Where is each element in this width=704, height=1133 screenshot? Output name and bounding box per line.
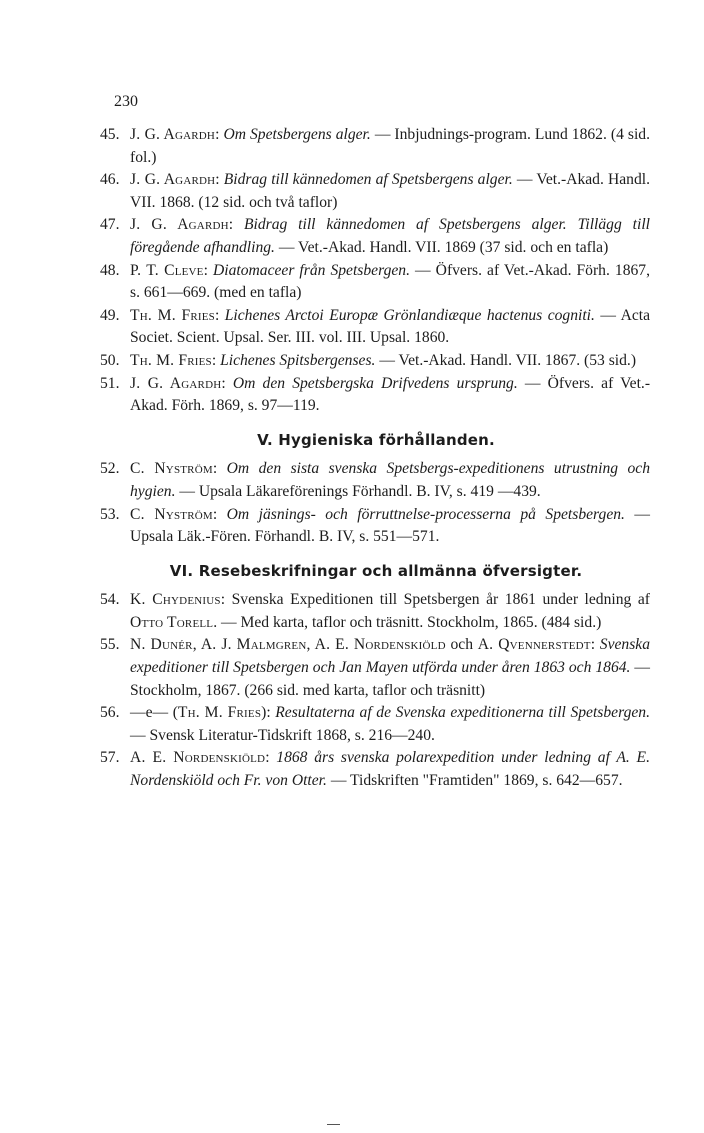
list-item (102, 169, 650, 214)
entry-title: Om den sista svenska Spetsbergs-expeditionens utrustning och hygien. (130, 460, 650, 500)
entry-number: 50. (100, 351, 120, 369)
bibliography (102, 124, 650, 793)
entry-colon: : (220, 591, 232, 609)
entry-author: C. Nyström (130, 460, 213, 478)
list-item (102, 124, 650, 169)
entry-author: J. G. Agardh (130, 126, 216, 143)
entry-author: N. Dunér, A. J. Malmgren, A. E. Nordenskiöld (130, 636, 446, 654)
entry-author: J. G. Agardh (130, 171, 216, 189)
section-heading-travel: VI. Resebeskrifningar och allmänna öfversigter. (169, 561, 583, 580)
entry-title: Om den Spetsbergska Drifvedens ursprung. (232, 374, 518, 392)
entry-author: Th. M. Fries (130, 351, 212, 369)
entry-number: 51. (100, 374, 120, 392)
entry-number: 46. (100, 171, 120, 189)
entry-text: — Öfvers. af Vet.-Akad. Förh. 1867, s. 661—669. (med en tafla) (130, 261, 650, 302)
list-item (102, 350, 650, 373)
entry-title: Om Spetsbergens alger. (223, 126, 371, 143)
entry-author: Th. M. Fries (177, 704, 262, 722)
list-item (102, 747, 650, 792)
entry-number: 53. (100, 505, 120, 523)
entry-number: 52. (100, 460, 120, 478)
entry-text: — Öfvers. af Vet.-Akad. Förh. 1869, s. 97—119. (130, 374, 651, 415)
entry-colon: : (214, 306, 225, 324)
entry-text: — Vet.-Akad. Handl. VII. 1869 (37 sid. och en tafla) (274, 238, 609, 256)
entry-title: 1868 års svenska polarexpedition under ledning af A. E. Nordenskiöld och Fr. von Otter. (130, 749, 650, 790)
entry-title: Bidrag till kännedomen af Spetsbergens alger. (223, 171, 513, 189)
list-item (102, 702, 650, 747)
entry-colon: : (215, 171, 224, 189)
list-item (102, 260, 650, 305)
entry-title: Svenska expeditioner till Spetsbergen och Jan Mayen utförda under åren 1863 och 1864. (130, 636, 650, 677)
entry-title: Lichenes Spitsbergenses. (220, 351, 376, 369)
entry-author: K. Chydenius (130, 591, 221, 609)
page-number: 230 (114, 93, 138, 110)
entry-number: 56. (100, 704, 120, 722)
entry-text: — Stockholm, 1867. (266 sid. med karta, taflor och träsnitt) (130, 659, 650, 699)
entry-number: 45. (100, 126, 120, 143)
entry-title: Resultaterna af de Svenska expeditionerna till Spetsbergen. (275, 704, 650, 722)
list-item (102, 214, 650, 259)
entry-author: P. T. Cleve (130, 261, 204, 279)
entry-colon: : (221, 374, 233, 392)
entry-text: — Tidskriften "Framtiden" 1869, s. 642—657. (326, 772, 623, 790)
entry-list-botany (102, 124, 650, 418)
entry-text: — Acta Societ. Scient. Upsal. Ser. III. vol. III. Upsal. 1860. (130, 306, 651, 347)
entry-text: och (445, 636, 478, 654)
list-item (102, 373, 650, 418)
entry-title: Om jäsnings- och förruttnelse-processerna på Spetsbergen. (226, 505, 625, 523)
entry-text: Svenska Expeditionen till Spetsbergen år 1861 under ledning af (231, 591, 650, 609)
entry-person: Otto Torell (130, 613, 214, 631)
entry-list-hygiene (102, 458, 650, 548)
entry-text: . — Med karta, taflor och träsnitt. Stockholm, 1865. (484 sid.) (213, 613, 602, 631)
entry-author: A. Qvennerstedt (477, 636, 591, 654)
entry-number: 54. (100, 591, 120, 609)
entry-number: 48. (100, 261, 120, 279)
entry-author: J. G. Agardh (130, 216, 229, 234)
entry-author: C. Nyström (130, 505, 213, 523)
entry-number: 55. (100, 636, 120, 654)
section-heading-hygiene: V. Hygieniska förhållanden. (257, 430, 495, 449)
entry-colon: : (590, 636, 600, 654)
list-item (102, 305, 650, 350)
entry-author: A. E. Nordenskiöld (130, 749, 266, 767)
list-item (102, 504, 650, 549)
entry-colon: : (228, 216, 244, 234)
entry-title: Lichenes Arctoi Europæ Grönlandiæque hactenus cogniti. (224, 306, 595, 324)
entry-colon: : (212, 505, 227, 523)
entry-number: 47. (100, 216, 120, 234)
entry-text: — Upsala Läk.-Fören. Förhandl. B. IV, s. 551—571. (130, 505, 650, 546)
entry-text: — Vet.-Akad. Handl. VII. 1868. (12 sid. och två taflor) (130, 171, 651, 211)
list-item (102, 458, 650, 503)
entry-colon: : (212, 460, 227, 478)
entry-text: — Svensk Literatur-Tidskrift 1868, s. 216—240. (130, 726, 435, 744)
list-item (102, 589, 650, 634)
entry-text: — Vet.-Akad. Handl. VII. 1867. (53 sid.) (375, 351, 637, 369)
entry-number: 57. (100, 749, 120, 767)
entry-author: Th. M. Fries (130, 306, 215, 324)
list-item (102, 634, 650, 702)
entry-author: J. G. Agardh (130, 374, 222, 392)
entry-text: —e— ( (130, 704, 178, 722)
entry-colon: : (203, 261, 213, 279)
entry-text: — Inbjudnings-program. Lund 1862. (4 sid. fol.) (130, 126, 650, 166)
entry-colon: : (215, 126, 224, 143)
entry-colon: : (265, 749, 277, 767)
entry-number: 49. (100, 306, 120, 324)
entry-text: ): (261, 704, 276, 722)
entry-title: Diatomaceer från Spetsbergen. (212, 261, 411, 279)
entry-text: — Upsala Läkareförenings Förhandl. B. IV, s. 419 —439. (175, 482, 541, 500)
page-mark (327, 1124, 340, 1125)
entry-colon: : (211, 351, 221, 369)
entry-title: Bidrag till kännedomen af Spetsbergens alger. Tillägg till föregående afhandling. (130, 216, 650, 256)
